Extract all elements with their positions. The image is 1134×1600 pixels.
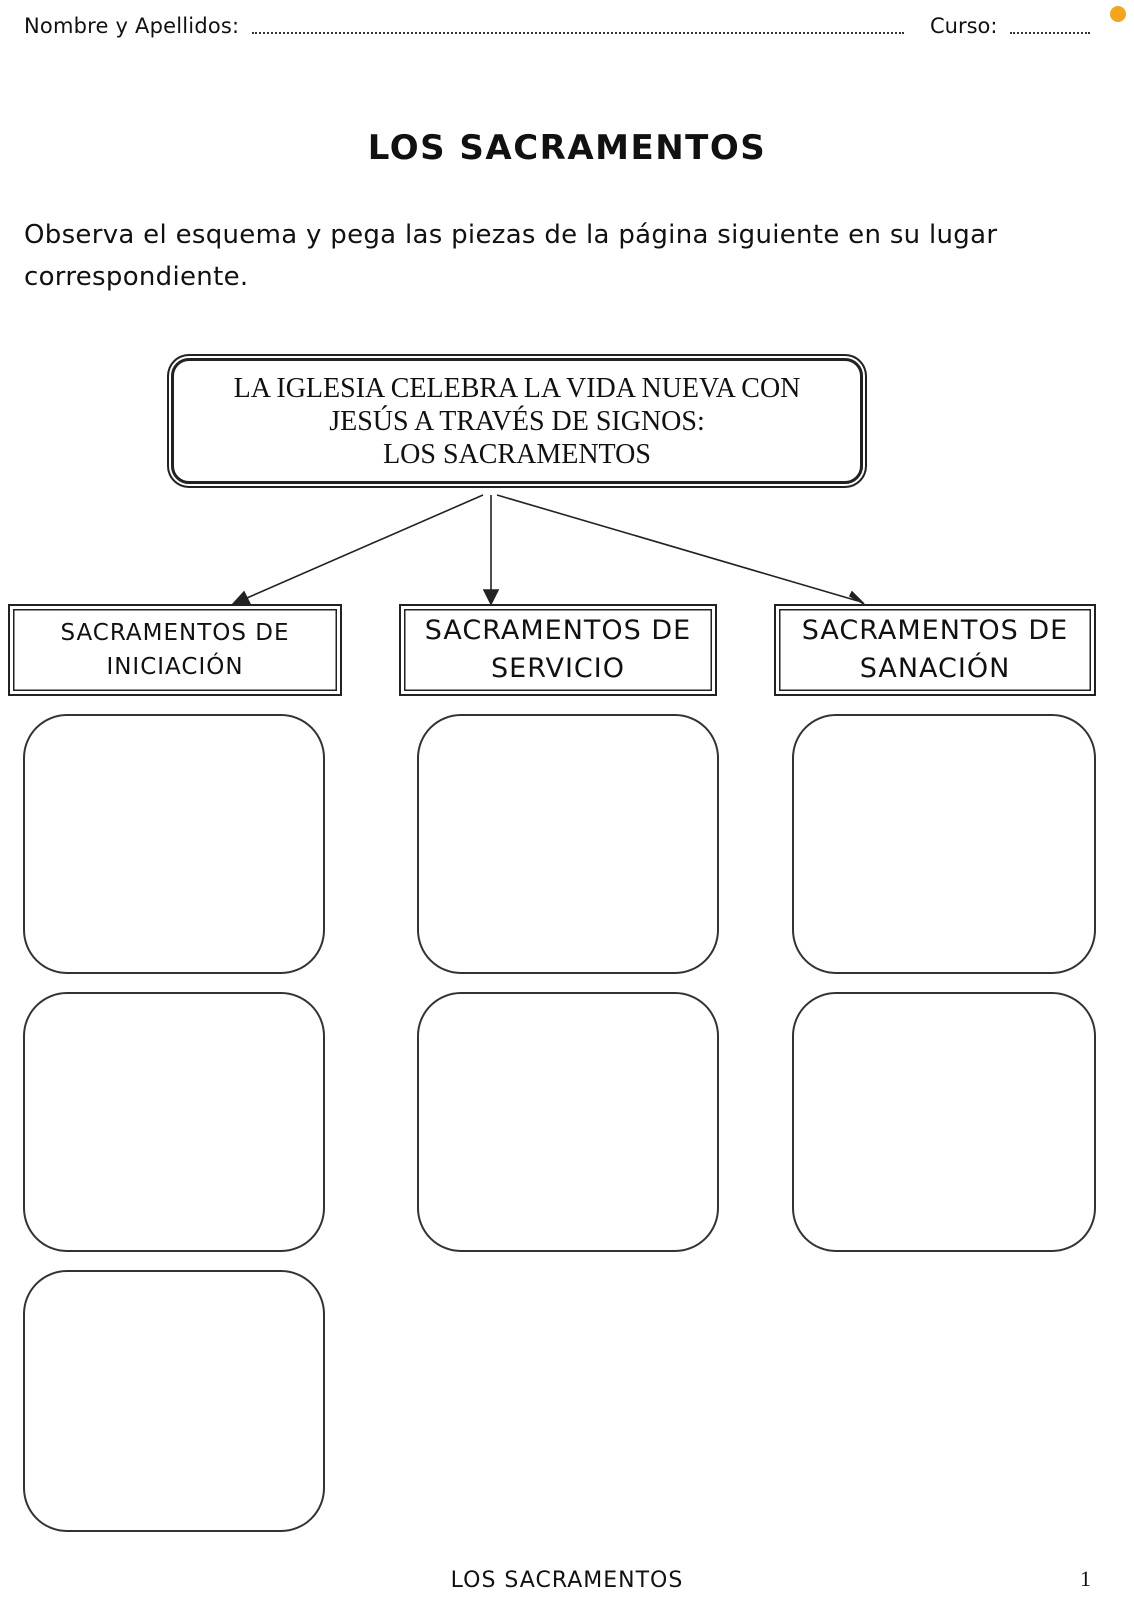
category-sanacion [774,604,1096,696]
category-iniciacion [8,604,342,696]
page-title: LOS SACRAMENTOS [367,128,767,168]
category-iniciacion-line-1: SACRAMENTOS DE [60,620,290,646]
arrowhead-sanacion [850,592,864,604]
category-servicio [399,604,717,696]
main-concept-line-3: LOS SACRAMENTOS [383,438,651,470]
name-label: Nombre y Apellidos: [24,14,240,38]
category-sanacion-line-1: SACRAMENTOS DE [801,615,1069,646]
paste-slot-iniciacion-1[interactable] [23,714,325,974]
arrowhead-servicio [484,590,498,604]
category-servicio-line-2: SERVICIO [491,653,625,684]
category-servicio-line-1: SACRAMENTOS DE [424,615,692,646]
paste-slot-sanacion-2[interactable] [792,992,1096,1252]
category-sanacion-line-2: SANACIÓN [859,653,1011,684]
arrow-to-sanacion [497,495,858,601]
main-concept-line-1: LA IGLESIA CELEBRA LA VIDA NUEVA CON [233,372,801,404]
paste-slot-sanacion-1[interactable] [792,714,1096,974]
course-label: Curso: [930,14,998,38]
footer-title: LOS SACRAMENTOS [450,1568,684,1593]
paste-slot-iniciacion-3[interactable] [23,1270,325,1532]
instruction-text: Observa el esquema y pega las piezas de la página siguiente en su lugar correspondiente. [24,220,998,292]
paste-slot-servicio-1[interactable] [417,714,719,974]
paste-slot-iniciacion-2[interactable] [23,992,325,1252]
arrow-to-iniciacion [240,495,483,601]
category-iniciacion-line-2: INICIACIÓN [106,654,244,680]
page-number: 1 [1080,1566,1091,1591]
main-concept-line-2: JESÚS A TRAVÉS DE SIGNOS: [329,405,705,437]
arrowhead-iniciacion [233,592,250,604]
paste-slot-servicio-2[interactable] [417,992,719,1252]
